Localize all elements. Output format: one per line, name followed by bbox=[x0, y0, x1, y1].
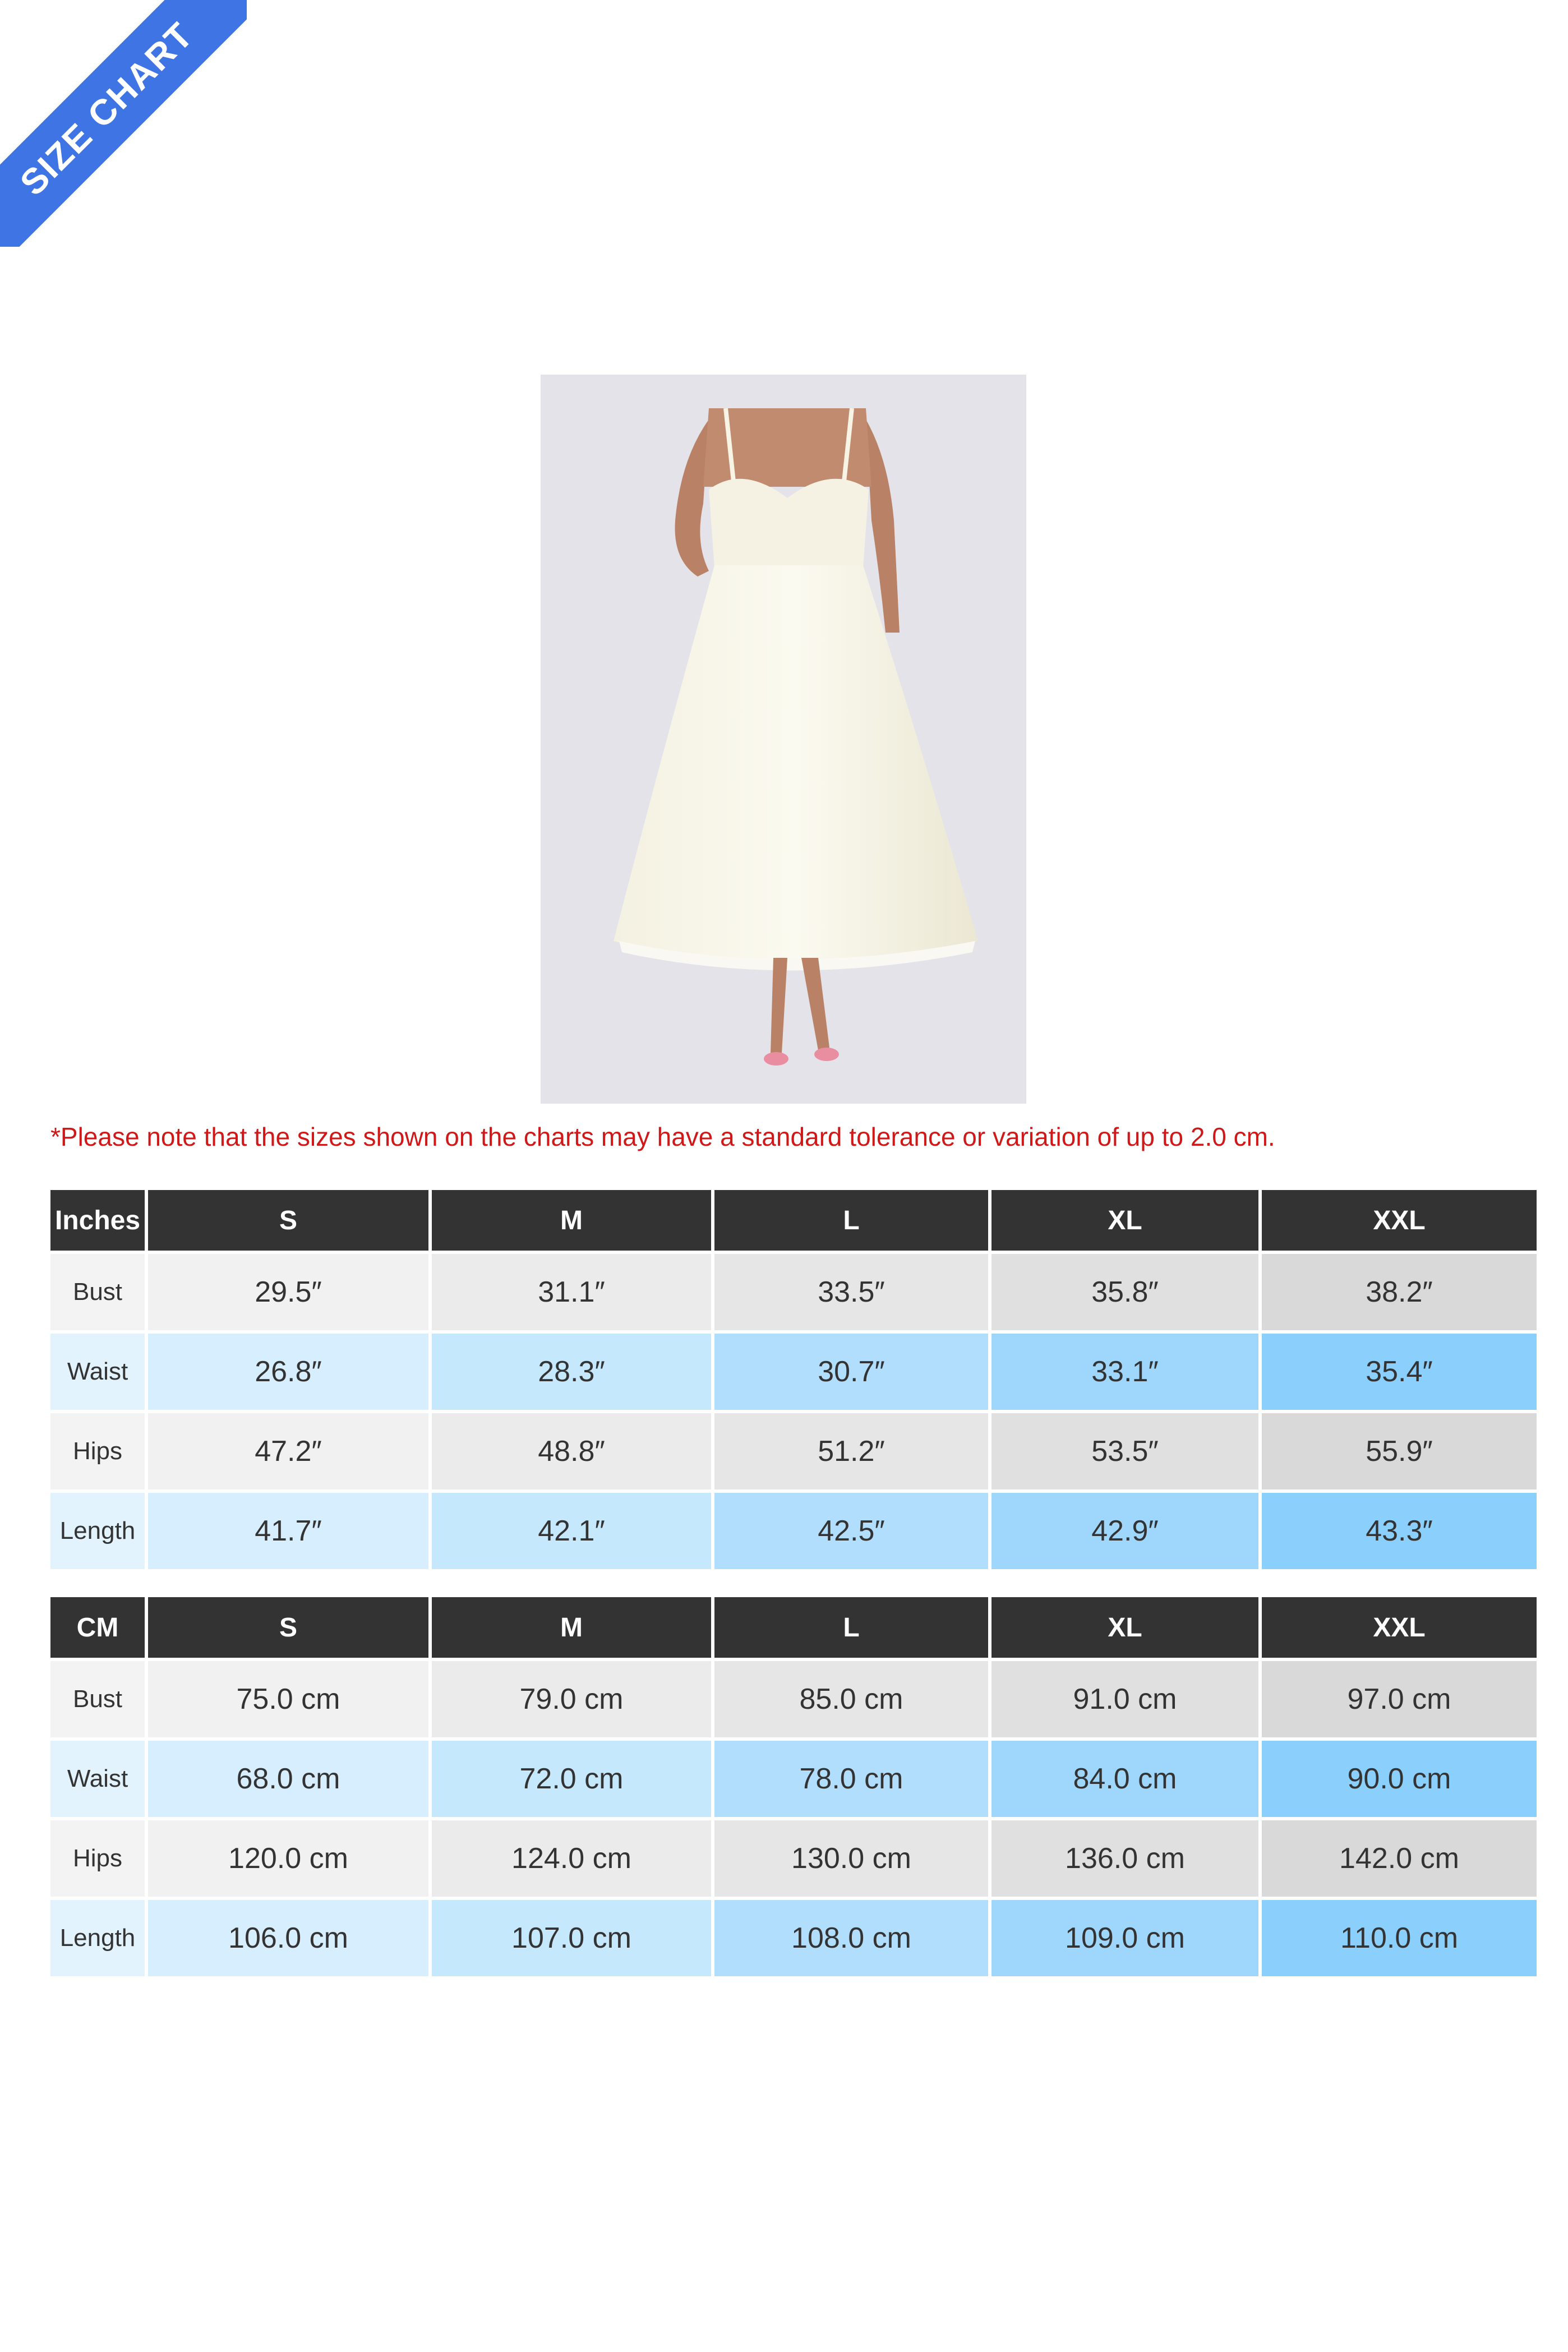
measurement-cell: 42.1″ bbox=[432, 1493, 711, 1569]
size-header-l: L bbox=[714, 1597, 988, 1658]
measurement-cell: 91.0 cm bbox=[991, 1661, 1258, 1737]
measurement-cell: 136.0 cm bbox=[991, 1820, 1258, 1897]
ribbon-band bbox=[0, 0, 247, 247]
measurement-cell: 38.2″ bbox=[1262, 1254, 1537, 1330]
size-header-xxl: XXL bbox=[1262, 1190, 1537, 1251]
measurement-cell: 79.0 cm bbox=[432, 1661, 711, 1737]
measurement-cell: 120.0 cm bbox=[148, 1820, 428, 1897]
measurement-cell: 107.0 cm bbox=[432, 1900, 711, 1976]
size-header-xxl: XXL bbox=[1262, 1597, 1537, 1658]
size-header-l: L bbox=[714, 1190, 988, 1251]
measurement-cell: 142.0 cm bbox=[1262, 1820, 1537, 1897]
measurement-cell: 78.0 cm bbox=[714, 1741, 988, 1817]
size-header-xl: XL bbox=[991, 1597, 1258, 1658]
measurement-cell: 28.3″ bbox=[432, 1334, 711, 1410]
size-header-s: S bbox=[148, 1597, 428, 1658]
dress-model-illustration bbox=[541, 375, 1026, 1104]
product-photo bbox=[541, 375, 1026, 1104]
tolerance-note: *Please note that the sizes shown on the charts may have a standard tolerance or variation of up to 2.0 cm. bbox=[50, 1122, 1275, 1151]
size-header-xl: XL bbox=[991, 1190, 1258, 1251]
measurement-cell: 26.8″ bbox=[148, 1334, 428, 1410]
measurement-cell: 84.0 cm bbox=[991, 1741, 1258, 1817]
measurement-cell: 108.0 cm bbox=[714, 1900, 988, 1976]
measurement-cell: 124.0 cm bbox=[432, 1820, 711, 1897]
measurement-cell: 33.5″ bbox=[714, 1254, 988, 1330]
size-header-s: S bbox=[148, 1190, 428, 1251]
size-header-m: M bbox=[432, 1190, 711, 1251]
measurement-cell: 43.3″ bbox=[1262, 1493, 1537, 1569]
measurement-cell: 55.9″ bbox=[1262, 1413, 1537, 1489]
size-table-inches bbox=[50, 1190, 1520, 1569]
measurement-cell: 75.0 cm bbox=[148, 1661, 428, 1737]
measurement-cell: 47.2″ bbox=[148, 1413, 428, 1489]
measurement-cell: 51.2″ bbox=[714, 1413, 988, 1489]
measurement-cell: 109.0 cm bbox=[991, 1900, 1258, 1976]
row-label: Hips bbox=[50, 1820, 145, 1897]
row-label: Length bbox=[50, 1900, 145, 1976]
row-label: Length bbox=[50, 1493, 145, 1569]
size-chart-ribbon bbox=[0, 0, 247, 247]
row-label: Bust bbox=[50, 1661, 145, 1737]
measurement-cell: 30.7″ bbox=[714, 1334, 988, 1410]
measurement-cell: 97.0 cm bbox=[1262, 1661, 1537, 1737]
unit-header: CM bbox=[50, 1597, 145, 1658]
measurement-cell: 68.0 cm bbox=[148, 1741, 428, 1817]
row-label: Waist bbox=[50, 1741, 145, 1817]
measurement-cell: 35.8″ bbox=[991, 1254, 1258, 1330]
measurement-cell: 130.0 cm bbox=[714, 1820, 988, 1897]
measurement-cell: 90.0 cm bbox=[1262, 1741, 1537, 1817]
row-label: Hips bbox=[50, 1413, 145, 1489]
measurement-cell: 53.5″ bbox=[991, 1413, 1258, 1489]
ribbon-label: SIZE CHART bbox=[12, 14, 201, 204]
measurement-cell: 29.5″ bbox=[148, 1254, 428, 1330]
measurement-cell: 31.1″ bbox=[432, 1254, 711, 1330]
measurement-cell: 106.0 cm bbox=[148, 1900, 428, 1976]
unit-header: Inches bbox=[50, 1190, 145, 1251]
measurement-cell: 42.5″ bbox=[714, 1493, 988, 1569]
row-label: Bust bbox=[50, 1254, 145, 1330]
measurement-cell: 41.7″ bbox=[148, 1493, 428, 1569]
measurement-cell: 110.0 cm bbox=[1262, 1900, 1537, 1976]
measurement-cell: 48.8″ bbox=[432, 1413, 711, 1489]
measurement-cell: 42.9″ bbox=[991, 1493, 1258, 1569]
row-label: Waist bbox=[50, 1334, 145, 1410]
size-header-m: M bbox=[432, 1597, 711, 1658]
measurement-cell: 35.4″ bbox=[1262, 1334, 1537, 1410]
measurement-cell: 33.1″ bbox=[991, 1334, 1258, 1410]
measurement-cell: 72.0 cm bbox=[432, 1741, 711, 1817]
measurement-cell: 85.0 cm bbox=[714, 1661, 988, 1737]
size-table-cm bbox=[50, 1597, 1520, 1976]
